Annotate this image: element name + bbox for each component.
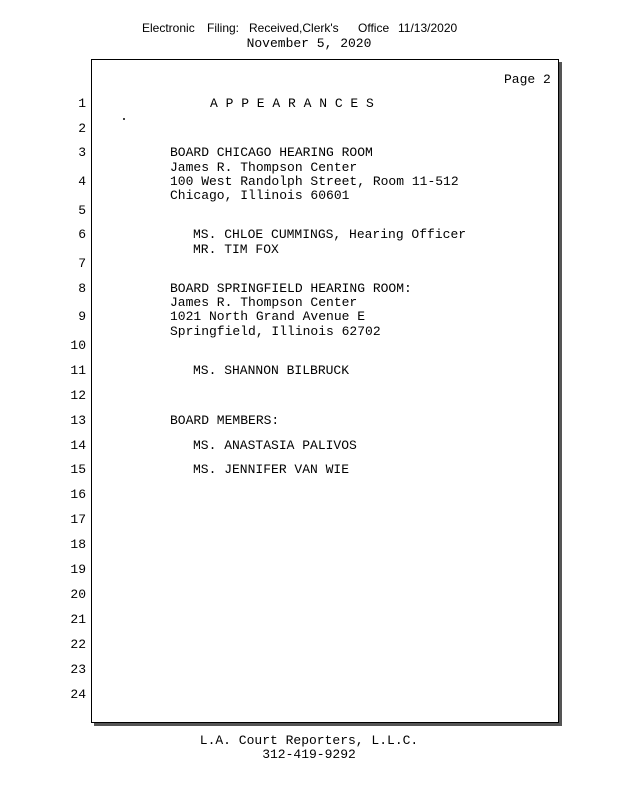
springfield-room: BOARD SPRINGFIELD HEARING ROOM: <box>170 281 412 296</box>
line-number: 1 <box>78 96 86 111</box>
line-number: 9 <box>78 309 86 324</box>
footer-company: L.A. Court Reporters, L.L.C. <box>199 733 419 748</box>
line-number: 22 <box>70 637 86 652</box>
line-number: 14 <box>70 438 86 453</box>
appearances-heading: A P P E A R A N C E S <box>210 96 374 111</box>
springfield-attendee: MS. SHANNON BILBRUCK <box>193 363 350 378</box>
line-number: 24 <box>70 687 86 702</box>
line-number: 3 <box>78 145 86 160</box>
stamp-word-filing: Filing: <box>207 21 240 35</box>
chicago-building: James R. Thompson Center <box>170 160 358 175</box>
electronic-filing-stamp <box>0 21 618 37</box>
line-number: 10 <box>70 338 86 353</box>
chicago-street: 100 West Randolph Street, Room 11-512 <box>170 174 459 189</box>
board-members-label: BOARD MEMBERS: <box>170 413 280 428</box>
line-number: 8 <box>78 281 86 296</box>
line-number: 2 <box>78 121 86 136</box>
springfield-city: Springfield, Illinois 62702 <box>170 324 381 339</box>
line-number: 19 <box>70 562 86 577</box>
line-number: 12 <box>70 388 86 403</box>
board-member: MS. ANASTASIA PALIVOS <box>193 438 357 453</box>
stray-mark <box>123 118 125 120</box>
hearing-officer: MS. CHLOE CUMMINGS, Hearing Officer <box>193 227 467 242</box>
line-number: 4 <box>78 174 86 189</box>
line-number: 11 <box>70 363 86 378</box>
springfield-building: James R. Thompson Center <box>170 295 358 310</box>
line-number: 6 <box>78 227 86 242</box>
stamp-word-received: Received,Clerk's <box>249 21 339 35</box>
chicago-room: BOARD CHICAGO HEARING ROOM <box>170 145 373 160</box>
board-member: MS. JENNIFER VAN WIE <box>193 462 350 477</box>
staff-attendee: MR. TIM FOX <box>193 242 279 257</box>
stamp-word-electronic: Electronic <box>142 21 195 35</box>
hearing-date: November 5, 2020 <box>246 36 372 51</box>
line-number: 13 <box>70 413 86 428</box>
line-number: 23 <box>70 662 86 677</box>
line-number: 5 <box>78 203 86 218</box>
footer-phone: 312-419-9292 <box>262 747 356 762</box>
line-number: 7 <box>78 256 86 271</box>
stamp-date: 11/13/2020 <box>398 21 458 35</box>
line-number: 17 <box>70 512 86 527</box>
line-number: 15 <box>70 462 86 477</box>
line-number: 20 <box>70 587 86 602</box>
line-number: 21 <box>70 612 86 627</box>
stamp-word-office: Office <box>358 21 390 35</box>
chicago-city: Chicago, Illinois 60601 <box>170 188 350 203</box>
page-number: Page 2 <box>504 72 551 87</box>
line-number: 18 <box>70 537 86 552</box>
line-number: 16 <box>70 487 86 502</box>
springfield-street: 1021 North Grand Avenue E <box>170 309 366 324</box>
